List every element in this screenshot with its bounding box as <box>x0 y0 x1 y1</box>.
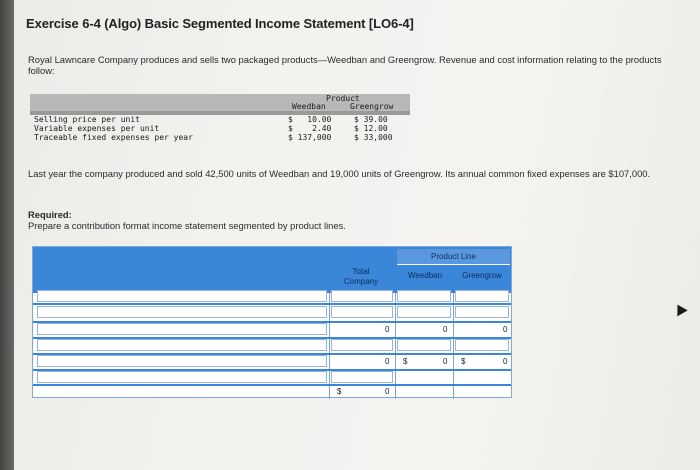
background-edge <box>0 0 14 470</box>
weedban-value: 0 <box>443 357 448 366</box>
product-line-label: Product Line <box>431 252 476 261</box>
intro-text: Royal Lawncare Company produces and sells two packaged products—Weedban and Greengrow. Revenue and cost information relating to the products follow: <box>28 54 662 76</box>
row-label-input[interactable] <box>37 323 327 335</box>
last-year-text: Last year the company produced and sold 42,500 units of Weedban and 19,000 units of Greengrow. Its annual common fixed expenses are $107,000. <box>28 168 651 179</box>
total-company-input[interactable] <box>331 371 393 383</box>
data-row-label: Variable expenses per unit <box>34 124 160 133</box>
problem-sheet <box>14 0 700 470</box>
total-company-value: 0 <box>385 357 390 366</box>
weedban-input[interactable] <box>397 306 451 318</box>
data-row-label: Traceable fixed expenses per year <box>34 133 193 142</box>
greengrow-column-label: Greengrow <box>462 271 502 280</box>
row-label-input[interactable] <box>37 355 327 367</box>
total-company-input[interactable] <box>331 339 393 351</box>
segmented-income-statement-table <box>32 246 512 398</box>
data-row-value-weedban: $ 10.00 <box>288 115 332 124</box>
data-row-value-greengrow: $ 12.00 <box>354 124 388 133</box>
total-company-label-line1: Total <box>352 267 370 276</box>
weedban-input[interactable] <box>397 290 451 302</box>
page-title: Exercise 6-4 (Algo) Basic Segmented Income Statement [LO6-4] <box>26 16 414 31</box>
data-row-value-weedban: $ 137,000 <box>288 133 332 142</box>
greengrow-input[interactable] <box>455 306 509 318</box>
product-data-table <box>30 94 410 144</box>
greengrow-dollar-sign: $ <box>461 357 466 366</box>
data-table-col-greengrow: Greengrow <box>350 102 394 111</box>
total-company-dollar-sign: $ <box>337 387 342 396</box>
row-label-input[interactable] <box>37 306 327 318</box>
data-row-value-weedban: $ 2.40 <box>288 124 332 133</box>
row-label-input[interactable] <box>37 290 327 302</box>
greengrow-value: 0 <box>503 357 508 366</box>
data-table-col-weedban: Weedban <box>292 102 326 111</box>
weedban-value: 0 <box>443 325 448 334</box>
row-divider <box>33 303 511 305</box>
data-row-label: Selling price per unit <box>34 115 140 124</box>
data-table-group-header: Product <box>326 94 360 103</box>
total-company-input[interactable] <box>331 290 393 302</box>
greengrow-value: 0 <box>503 325 508 334</box>
total-company-value: 0 <box>385 325 390 334</box>
weedban-dollar-sign: $ <box>403 357 408 366</box>
data-row-value-greengrow: $ 33,000 <box>354 133 393 142</box>
required-text: Prepare a contribution format income statement segmented by product lines. <box>28 220 346 231</box>
total-company-value: 0 <box>385 387 390 396</box>
required-heading: Required: <box>28 209 72 220</box>
mouse-cursor-icon <box>672 302 687 317</box>
row-label-input[interactable] <box>37 371 327 383</box>
weedban-column-label: Weedban <box>407 271 443 280</box>
row-divider <box>33 384 511 386</box>
weedban-input[interactable] <box>397 339 451 351</box>
greengrow-input[interactable] <box>455 290 509 302</box>
data-row-value-greengrow: $ 39.00 <box>354 115 388 124</box>
greengrow-input[interactable] <box>455 339 509 351</box>
row-label-input[interactable] <box>37 339 327 351</box>
total-company-input[interactable] <box>331 306 393 318</box>
total-company-label-line2: Company <box>343 277 379 286</box>
